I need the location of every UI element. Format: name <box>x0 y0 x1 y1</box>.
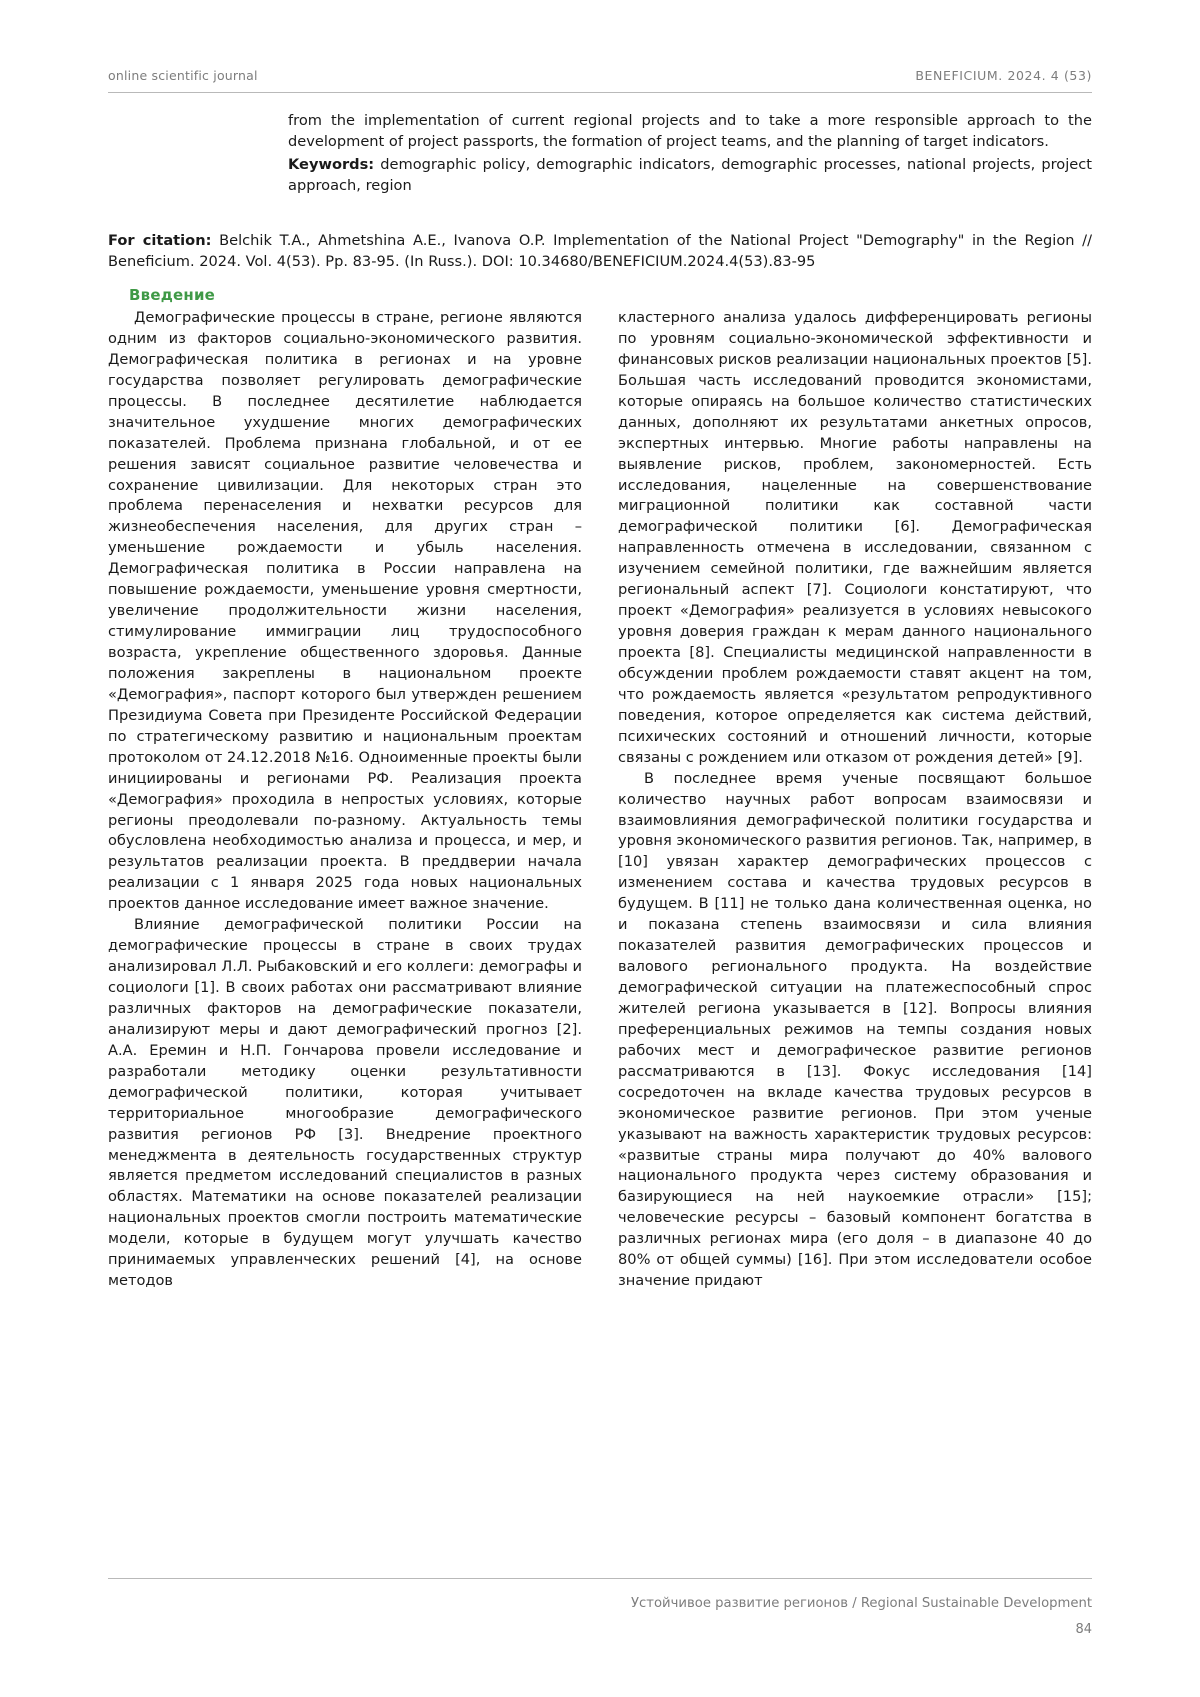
header-divider <box>108 92 1092 93</box>
journal-label: online scientific journal <box>108 68 258 83</box>
page-number: 84 <box>1075 1622 1092 1637</box>
paragraph: кластерного анализа удалось дифференцировать регионы по уровням социально-экономической эффективности и финансовых рисков реализации национальных проектов [5]. Большая часть исследований проводится экономистами, которые опираясь на большое количество статистических данных, дополняют их результатами анкетных опросов, экспертных интервью. Многие работы направлены на выявление рисков, проблем, закономерностей. Есть исследования, нацеленные на совершенствование миграционной политики как составной части демографической политики [6]. Демографическая направленность отмечена в исследовании, связанном с изучением семейной политики, где важнейшим является региональный аспект [7]. Социологи констатируют, что проект «Демография» реализуется в условиях невысокого уровня доверия граждан к мерам данного национального проекта [8]. Специалисты медицинской направленности в обсуждении проблем рождаемости ставят акцент на том, что рождаемость является «результатом репродуктивного поведения, которое определяется как система действий, психических состояний и отношений личности, которые связаны с рождением или отказом от рождения детей» [9]. <box>618 309 1092 766</box>
paragraph: Демографические процессы в стране, регионе являются одним из факторов социально-экономического развития. Демографическая политика в регионах и на уровне государства позволяет регулировать демографические процессы. В последнее десятилетие наблюдается значительное ухудшение многих демографических показателей. Проблема признана глобальной, и от ее решения зависят социальное развитие человечества и сохранение цивилизации. Для некоторых стран это проблема перенаселения и нехватки ресурсов для жизнеобеспечения населения, для других стран – уменьшение рождаемости и убыль населения. Демографическая политика в России направлена на повышение рождаемости, уменьшение уровня смертности, увеличение продолжительности жизни населения, стимулирование иммиграции лиц трудоспособного возраста, укрепление общественного здоровья. Данные положения закреплены в национальном проекте «Демография», паспорт которого был утвержден решением Президиума Совета при Президенте Российской Федерации по стратегическому развитию и национальным проектам протоколом от 24.12.2018 №16. Одноименные проекты были инициированы и регионами РФ. Реализация проекта «Демография» проходила в непростых условиях, которые регионы преодолевали по-разному. Актуальность темы обусловлена необходимостью анализа и процесса, и мер, и результатов реализации проекта. В преддверии начала реализации с 1 января 2025 года новых национальных проектов данное исследование имеет важное значение. <box>108 309 582 913</box>
footer-section-label: Устойчивое развитие регионов / Regional Sustainable Development <box>631 1596 1092 1611</box>
keywords-label: Keywords: <box>288 156 375 174</box>
footer-divider <box>108 1578 1092 1579</box>
column-left <box>108 308 582 1448</box>
citation-label: For citation: <box>108 232 212 249</box>
page-header <box>108 68 1092 83</box>
citation-text: Belchik T.A., Ahmetshina A.E., Ivanova O.P. Implementation of the National Project "Demography" in the Region // Beneficium. 2024. Vol. 4(53). Pp. 83-95. (In Russ.). DOI: 10.34680/BENEFICIUM.2024.4(53).83-95 <box>108 232 1093 271</box>
citation-block <box>108 230 1092 272</box>
abstract-tail <box>288 110 1092 197</box>
body-columns <box>108 308 1092 1448</box>
keywords-value: demographic policy, demographic indicators, demographic processes, national projects, project approach, region <box>288 156 1092 195</box>
section-heading-introduction: Введение <box>129 286 216 304</box>
paragraph: В последнее время ученые посвящают большое количество научных работ вопросам взаимосвязи и взаимовлияния демографической политики государства и уровня экономического развития регионов. Так, например, в [10] увязан характер демографических процессов с изменением состава и качества трудовых ресурсов в будущем. В [11] не только дана количественная оценка, но и показана степень взаимосвязи и сила влияния показателей развития демографических процессов и валового регионального продукта. На воздействие демографической ситуации на платежеспособный спрос жителей региона указывается в [12]. Вопросы влияния преференциальных режимов на темпы создания новых рабочих мест и демографическое развитие регионов рассматриваются в [13]. Фокус исследования [14] сосредоточен на вкладе качества трудовых ресурсов в экономическое развитие регионов. При этом ученые указывают на важность характеристик трудовых ресурсов: «развитые страны мира получают до 40% валового национального продукта через систему образования и базирующиеся на ней наукоемкие отрасли» [15]; человеческие ресурсы – базовый компонент богатства в различных регионах мира (его доля – в диапазоне 40 до 80% от общей суммы) [16]. При этом исследователи особое значение придают <box>618 769 1092 1290</box>
column-right <box>618 308 1092 1448</box>
paragraph: Влияние демографической политики России на демографические процессы в стране в своих трудах анализировал Л.Л. Рыбаковский и его коллеги: демографы и социологи [1]. В своих работах они рассматривают влияние различных факторов на демографические показатели, анализируют меры и дают демографический прогноз [2]. А.А. Еремин и Н.П. Гончарова провели исследование и разработали методику оценки результативности демографической политики, которая учитывает территориальное многообразие демографического развития регионов РФ [3]. Внедрение проектного менеджмента в деятельность государственных структур является предметом исследований специалистов в разных областях. Математики на основе показателей реализации национальных проектов смогли построить математические модели, которые в будущем могут улучшать качество принимаемых управленческих решений [4], на основе методов <box>108 916 582 1290</box>
keywords-line <box>288 154 1092 196</box>
abstract-tail-text: from the implementation of current regional projects and to take a more responsible approach to the development of project passports, the formation of project teams, and the planning of target indicators. <box>288 112 1092 151</box>
issue-label: BENEFICIUM. 2024. 4 (53) <box>915 68 1092 83</box>
